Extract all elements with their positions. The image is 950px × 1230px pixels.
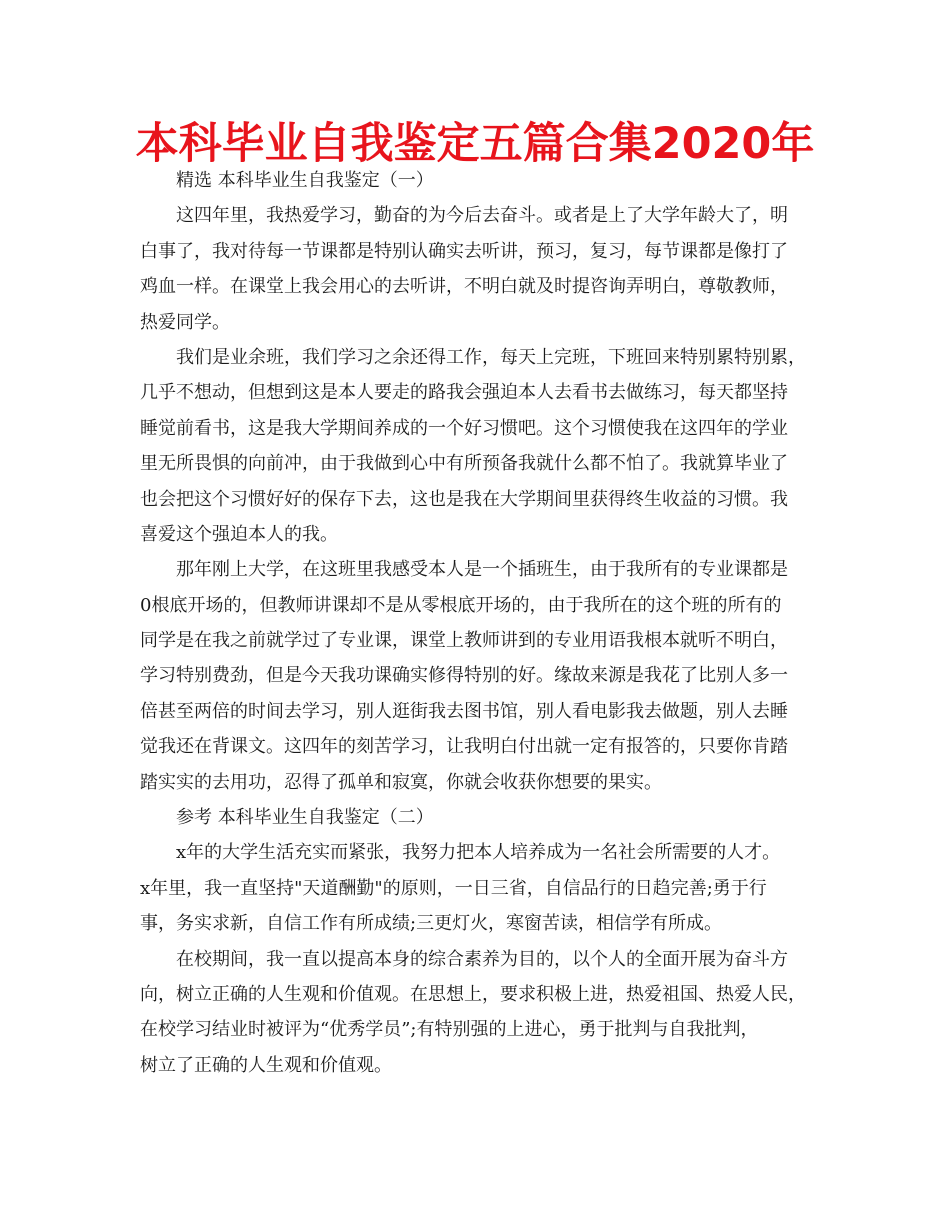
text-line: 也会把这个习惯好好的保存下去，这也是我在大学期间里获得终生收益的习惯。我 (140, 488, 788, 510)
text-line: x年的大学生活充实而紧张，我努力把本人培养成为一名社会所需要的人才。 (176, 842, 781, 864)
text-line: 在校学习结业时被评为“优秀学员”;有特别强的上进心，勇于批判与自我批判， (140, 1019, 759, 1041)
text-line: 在校期间，我一直以提高本身的综合素养为目的，以个人的全面开展为奋斗方 (176, 948, 788, 970)
text-line: 倍甚至两倍的时间去学习，别人逛街我去图书馆，别人看电影我去做题，别人去睡 (140, 700, 788, 722)
text-line: 这四年里，我热爱学习，勤奋的为今后去奋斗。或者是上了大学年龄大了，明 (176, 205, 788, 227)
text-line: 觉我还在背课文。这四年的刻苦学习，让我明白付出就一定有报答的，只要你肯踏 (140, 736, 788, 758)
text-line: 白事了，我对待每一节课都是特别认确实去听讲，预习，复习，每节课都是像打了 (140, 240, 788, 262)
text-line: 喜爱这个强迫本人的我。 (140, 523, 338, 545)
text-line: 向，树立正确的人生观和价值观。在思想上，要求积极上进，热爱祖国、热爱人民， (140, 983, 806, 1005)
text-line: 同学是在我之前就学过了专业课，课堂上教师讲到的专业用语我根本就听不明白， (140, 630, 788, 652)
text-line: 那年刚上大学，在这班里我感受本人是一个插班生，由于我所有的专业课都是 (176, 559, 788, 581)
text-line: 鸡血一样。在课堂上我会用心的去听讲，不明白就及时提咨询弄明白，尊敬教师， (140, 276, 788, 298)
section-heading-2: 参考 本科毕业生自我鉴定（二） (176, 807, 434, 829)
text-line: 踏实实的去用功，忍得了孤单和寂寞，你就会收获你想要的果实。 (140, 771, 662, 793)
document-title: 本科毕业自我鉴定五篇合集2020年 (135, 119, 815, 169)
text-line: 事，务实求新，自信工作有所成绩;三更灯火，寒窗苦读，相信学有所成。 (140, 913, 723, 935)
text-line: 几乎不想动，但想到这是本人要走的路我会强迫本人去看书去做练习，每天都坚持 (140, 382, 788, 404)
text-line: 里无所畏惧的向前冲，由于我做到心中有所预备我就什么都不怕了。我就算毕业了 (140, 453, 788, 475)
text-line: 睡觉前看书，这是我大学期间养成的一个好习惯吧。这个习惯使我在这四年的学业 (140, 417, 788, 439)
text-line: 学习特别费劲，但是今天我功课确实修得特别的好。缘故来源是我花了比别人多一 (140, 665, 788, 687)
text-line: 0根底开场的，但教师讲课却不是从零根底开场的，由于我所在的这个班的所有的 (140, 594, 782, 616)
text-line: 我们是业余班，我们学习之余还得工作，每天上完班，下班回来特别累特别累， (176, 346, 806, 368)
section-heading-1: 精选 本科毕业生自我鉴定（一） (176, 170, 434, 191)
text-line: x年里，我一直坚持"天道酬勤"的原则，一日三省，自信品行的日趋完善;勇于行 (140, 877, 767, 899)
text-line: 树立了正确的人生观和价值观。 (140, 1054, 392, 1076)
text-line: 热爱同学。 (140, 311, 230, 333)
document-body (140, 163, 840, 1083)
